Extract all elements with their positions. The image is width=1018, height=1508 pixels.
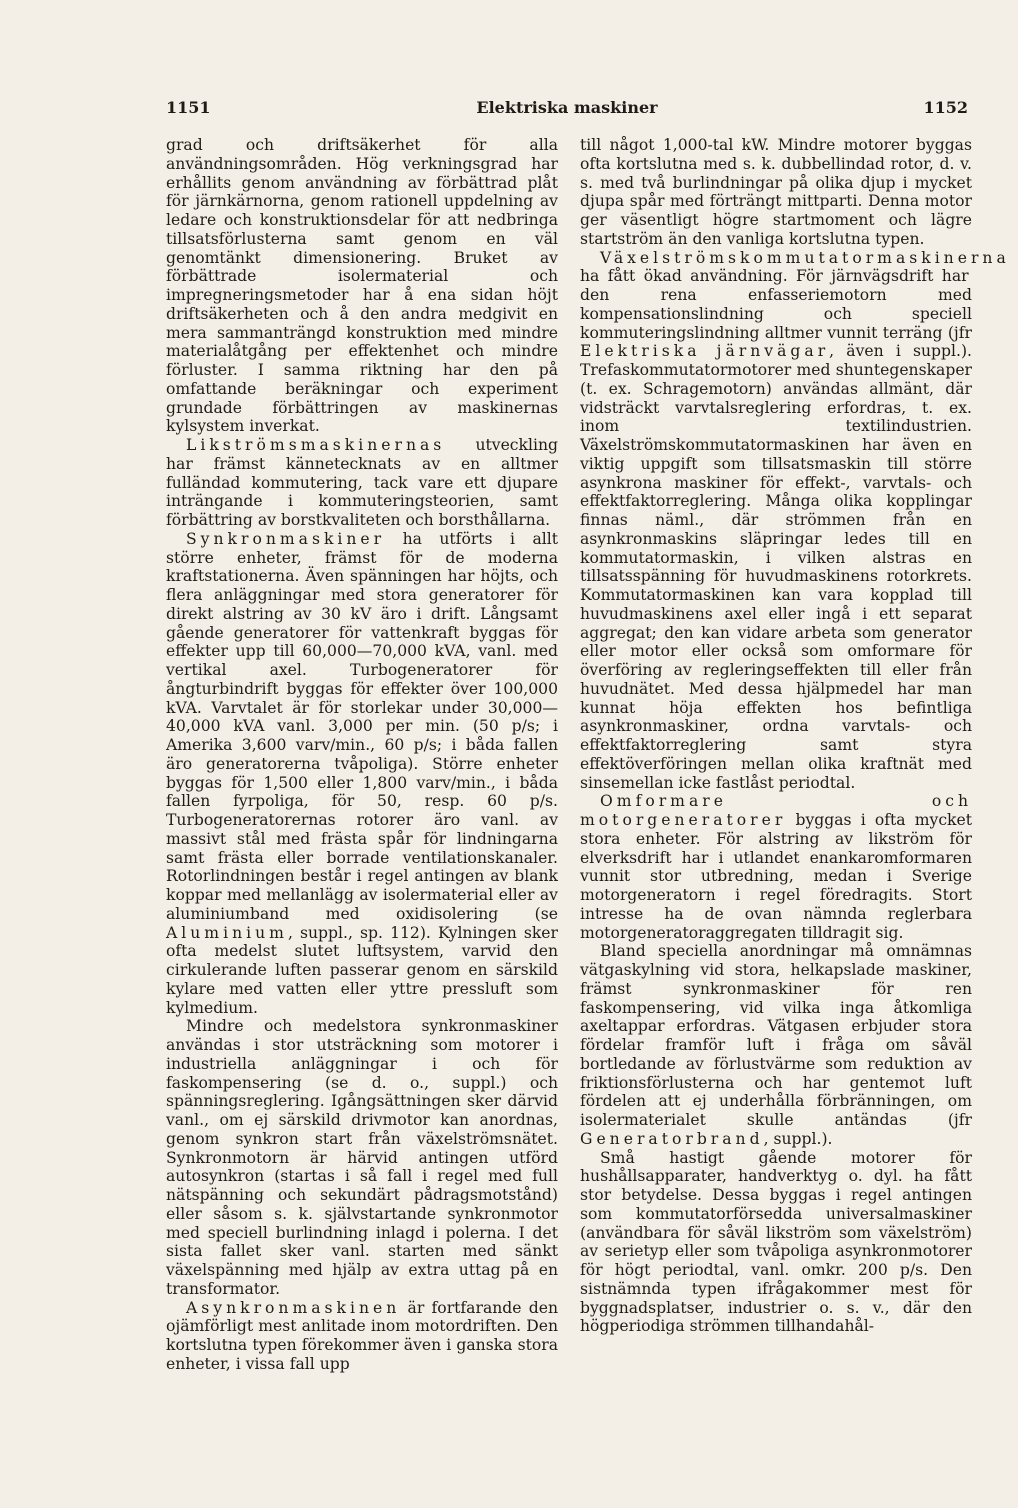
- spaced-term: Omformare och motorgeneratorer: [580, 792, 972, 829]
- right-column: [580, 136, 1010, 1336]
- paragraph: Synkronmaskiner ha utförts i allt större enheter, främst för de moderna kraftstationerna. Även spänningen har höjts, och flera anläggningar med stora generatorer för direkt alstring av 30 kV äro i drift. Långsamt gående generatorer för vattenkraft byggas för effekter upp till 60,000—70,000 kVA, vanl. med vertikal axel. Turbogeneratorer för ångturbindrift byggas för effekter över 100,000 kVA. Varvtalet är för storlekar under 30,000—40,000 kVA vanl. 3,000 per min. (50 p/s; i Amerika 3,600 varv/min., 60 p/s; i båda fallen äro generatorerna tvåpoliga). Större enheter byggas för 1,500 eller 1,800 varv/min., i båda fallen fyrpoliga, för 50, resp. 60 p/s. Turbogeneratorernas rotorer äro vanl. av massivt stål med frästa spår för lindningarna samt frästa eller borrade ventilationskanaler. Rotorlindningen består i regel antingen av blank koppar med mellanlägg av isolermaterial eller av aluminiumband med oxidisolering (se Aluminium, suppl., sp. 112). Kylningen sker ofta medelst slutet luftsystem, varvid den cirkulerande luften passerar genom en särskild kylare med vatten eller yttre pressluft som kylmedium.: [166, 529, 558, 1017]
- page-number-right: 1152: [923, 98, 968, 117]
- paragraph: Asynkronmaskinen är fortfarande den ojämförligt mest anlitade inom motordriften. Den kortslutna typen förekommer även i ganska stora enheter, i vissa fall upp: [166, 1298, 558, 1373]
- left-column: [166, 136, 558, 1374]
- paragraph: grad och driftsäkerhet för alla användningsområden. Hög verkningsgrad har erhållits genom användning av förbättrad plåt för järnkärnorna, genom rationell uppdelning av ledare och konstruktionsdelar för att nedbringa tillsatsförlusterna samt genom en väl genomtänkt dimensionering. Bruket av förbättrade isolermaterial och impregneringsmetoder har å ena sidan höjt driftsäkerheten och å den andra medgivit en mera sammanträngd konstruktion med mindre materialåtgång per effektenhet och mindre förluster. I samma riktning har den på omfattande beräkningar och experiment grundade förbättringen av maskinernas kylsystem inverkat.: [166, 136, 558, 436]
- paragraph: Små hastigt gående motorer för hushållsapparater, handverktyg o. dyl. ha fått stor betydelse. Dessa byggas i regel antingen som kommutatorförsedda universalmaskiner (användbara för såväl likström som växelström) av serietyp eller som tvåpoliga asynkronmotorer för högt periodtal, vanl. omkr. 200 p/s. Den sistnämnda typen ifrågakommer mest för byggnadsplatser, industrier o. s. v., där den högperiodiga strömmen tillhandahål-: [580, 1148, 972, 1336]
- paragraph: Likströmsmaskinernas utveckling har främst kännetecknats av en alltmer fulländad kommutering, tack vare ett djupare inträngande i kommuteringsteorien, samt förbättring av borstkvaliteten och borsthållarna.: [166, 436, 558, 529]
- spaced-term: Växelströmskommutatormaskinerna: [600, 248, 1010, 267]
- spaced-term: Synkronmaskiner: [186, 529, 386, 548]
- cross-reference: Elektriska järnvägar: [580, 342, 830, 361]
- paragraph: till något 1,000-tal kW. Mindre motorer byggas ofta kortslutna med s. k. dubbellindad rotor, d. v. s. med två burlindningar på olika djup i mycket djupa spår med förträngt mittparti. Denna motor ger väsentligt högre startmoment och lägre startström än den vanliga kortslutna typen.: [580, 136, 972, 248]
- paragraph: Omformare och motorgeneratorer byggas i ofta mycket stora enheter. För alstring av likström för elverksdrift har i utlandet enankaromformaren vunnit stor utbredning, medan i Sverige motorgeneratorn i regel föredragits. Stort intresse ha de ovan nämnda reglerbara motorgeneratoraggregaten tilldragit sig.: [580, 792, 972, 942]
- paragraph: Mindre och medelstora synkronmaskiner användas i stor utsträckning som motorer i industriella anläggningar i och för faskompensering (se d. o., suppl.) och spänningsreglering. Igångsättningen sker därvid vanl., om ej särskild drivmotor kan anordnas, genom synkron start från växelströmsnätet. Synkronmotorn är härvid antingen utförd autosynkron (startas i så fall i regel med full nätspänning och sekundärt pådragsmotstånd) eller såsom s. k. självstartande synkronmotor med speciell burlindning inlagd i polerna. I det sista fallet sker vanl. starten med sänkt växelspänning med hjälp av extra uttag på en transformator.: [166, 1017, 558, 1298]
- cross-reference: Generatorbrand: [580, 1129, 764, 1148]
- spaced-term: Asynkronmaskinen: [186, 1298, 401, 1317]
- page-number-left: 1151: [166, 98, 211, 117]
- running-header: [166, 98, 968, 122]
- spaced-term: Likströmsmaskinernas: [186, 436, 446, 454]
- paragraph: Bland speciella anordningar må omnämnas vätgaskylning vid stora, helkapslade maskiner, främst synkronmaskiner för ren faskompensering, vid vilka inga åtkomliga axeltappar erfordras. Vätgasen erbjuder stora fördelar framför luft i fråga om såväl bortledande av förlustvärme som reduktion av friktionsförlusterna och har gentemot luft fördelen att ej underhålla förbränningen, om isolermaterialet skulle antändas (jfr Generatorbrand, suppl.).: [580, 942, 972, 1148]
- cross-reference: Aluminium: [166, 923, 288, 942]
- paragraph: Växelströmskommutatormaskinerna ha fått ökad användning. För järnvägsdrift har den rena enfasseriemotorn med kompensationslindning och speciell kommuteringslindning alltmer vunnit terräng (jfr Elektriska järnvägar, även i suppl.). Trefaskommutatormotorer med shuntegenskaper (t. ex. Schragemotorn) användas allmänt, där vidsträckt varvtalsreglering erfordras, t. ex. inom textilindustrien. Växelströmskommutatormaskinen har även en viktig uppgift som tillsatsmaskin till större asynkrona maskiner för effekt-, varvtals- och effektfaktorreglering. Många olika kopplingar finnas näml., där strömmen från en asynkronmaskins släpringar ledes till en kommutatormaskin, i vilken alstras en tillsatsspänning för huvudmaskinens rotorkrets. Kommutatormaskinen kan vara kopplad till huvudmaskinens axel eller ingå i ett separat aggregat; den kan vidare arbeta som generator eller motor eller också som omformare för överföring av regleringseffekten till eller från huvudnätet. Med dessa hjälpmedel har man kunnat höja effekten hos befintliga asynkronmaskiner, ordna varvtals- och effektfaktorreglering samt styra effektöverföringen mellan olika kraftnät med sinsemellan icke fastlåst periodtal.: [580, 248, 1010, 792]
- running-title: Elektriska maskiner: [476, 98, 658, 117]
